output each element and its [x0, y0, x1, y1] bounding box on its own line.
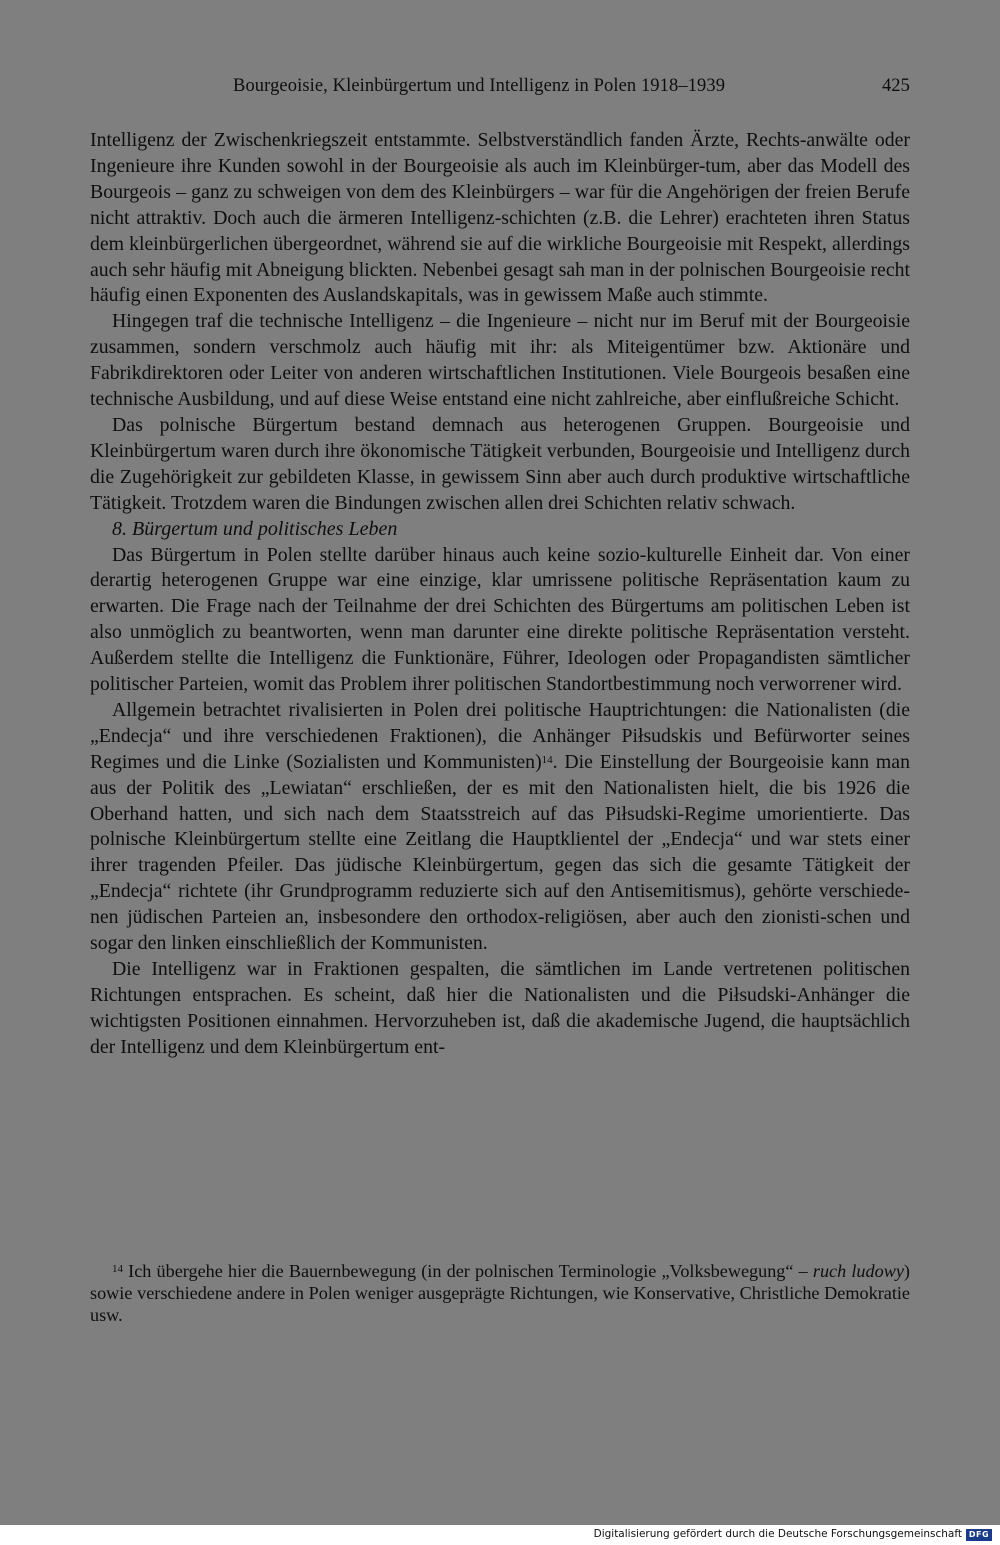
- paragraph-2: Hingegen traf die technische Intelligenz – die Ingenieure – nicht nur im Beruf mit der Bourgeoisie zusammen, sondern verschmolz auch häufig mit ihr: als Miteigentümer bzw. Aktionäre und Fabrikdirektoren oder Leiter von anderen wirtschaftlichen Institutionen. Viele Bourgeois besaßen eine technische Ausbildung, und auf diese Weise entstand eine nicht zahlreiche, aber einflußreiche Schicht.: [90, 310, 910, 411]
- paragraph-5: [90, 698, 910, 957]
- paragraph-1: Intelligenz der Zwischenkriegszeit entstammte. Selbstverständlich fanden Ärzte, Rechts-anwälte oder Ingenieure ihre Kunden sowohl in der Bourgeoisie als auch im Kleinbürger-tum, aber das Modell des Bourgeois – ganz zu schweigen von dem des Kleinbürgers – war für die Angehörigen der freien Berufe nicht attraktiv. Doch auch die ärmeren Intelligenz-schichten (z.B. die Lehrer) erachteten ihren Status dem kleinbürgerlichen übergeordnet, während sie auf die wirkliche Bourgeoisie mit Respekt, allerdings auch sehr häufig mit Abneigung blickten. Nebenbei gesagt sah man in der polnischen Bourgeoisie recht häufig einen Exponenten des Auslandskapitals, was in gewissem Maße auch stimmte.: [90, 129, 910, 307]
- paragraph-3: Das polnische Bürgertum bestand demnach aus heterogenen Gruppen. Bourgeoisie und Kleinbürgertum waren durch ihre ökonomische Tätigkeit verbunden, Bourgeoisie und Intelligenz durch die Zugehörigkeit zur gebildeten Klasse, in gewissem Sinn aber auch durch produktive wirtschaftliche Tätigkeit. Trotzdem waren die Bindungen zwischen allen drei Schichten relativ schwach.: [90, 413, 910, 514]
- dfg-logo: DFG: [966, 1529, 992, 1541]
- running-head: [90, 76, 910, 100]
- paragraph-5-part-a: Allgemein betrachtet rivalisierten in Polen drei politische Hauptrichtungen: die Nationalisten (die „Endecja“ und ihre verschiedenen Fraktionen), die Anhänger Piłsudskis und Befürworter seines Regimes und die Linke (Sozialisten und Kommunisten): [90, 698, 910, 773]
- paragraph-6: Die Intelligenz war in Fraktionen gespalten, die sämtlichen im Lande vertretenen politischen Richtungen entsprachen. Es scheint, daß hier die Nationalisten und die Piłsudski-Anhänger die wichtigsten Positionen einnahmen. Hervorzuheben ist, daß die akademische Jugend, die hauptsächlich der Intelligenz und dem Kleinbürgertum ent-: [90, 958, 910, 1058]
- digitization-bar: [0, 1525, 1000, 1545]
- section-heading: 8. Bürgertum und politisches Leben: [112, 517, 398, 540]
- page-number: 425: [881, 76, 910, 96]
- paragraph-5-part-b: . Die Einstellung der Bourgeoisie kann man aus der Politik des „Lewiatan“ erschließen, der es mit den Nationalisten hielt, die bis 1926 die Oberhand hatten, und sich nach dem Staatsstreich auf das Piłsudski-Regime umorientierte. Das polnische Kleinbürgertum stellte eine Zeitlang die Hauptklientel der „Endecja“ und war stets einer ihrer tragenden Pfeiler. Das jüdische Kleinbürgertum, gegen das sich die gesamte Tätigkeit der „Endecja“ richtete (ihr Grundprogramm reduzierte sich auf den Antisemitismus), gehörte verschiede-nen jüdischen Parteien an, insbesondere den orthodox-religiösen, aber auch den zionisti-schen und sogar den linken einschließlich der Kommunisten.: [90, 750, 910, 955]
- footnote-reference-14: 14: [541, 753, 553, 766]
- footnote-text-a: Ich übergehe hier die Bauernbewegung (in der polnischen Terminologie „Volksbewegung“ –: [123, 1261, 813, 1281]
- footnote-text-italic: ruch ludowy: [812, 1261, 904, 1281]
- footnote-number: 14: [112, 1263, 123, 1275]
- paragraph-4: Das Bürgertum in Polen stellte darüber hinaus auch keine sozio-kulturelle Einheit dar. Von einer derartig heterogenen Gruppe war eine einzige, klar umrissene politische Repräsentation kaum zu erwarten. Die Frage nach der Teilnahme der drei Schichten des Bürgertums am politischen Leben ist also unmöglich zu beantworten, wenn man darunter eine direkte politische Repräsentation versteht. Außerdem stellte die Intelligenz die Funktionäre, Führer, Ideologen oder Propagandisten sämtlicher politischer Parteien, womit das Problem ihrer politischen Standortbestimmung noch verworrener wird.: [90, 543, 910, 696]
- running-title: Bourgeoisie, Kleinbürgertum und Intelligenz in Polen 1918–1939: [233, 76, 726, 96]
- footnote: [90, 1260, 910, 1326]
- footnote-text-b: ) sowie verschiedene andere in Polen weniger ausgeprägte Richtungen, wie Konservative, Christliche Demokratie usw.: [90, 1261, 910, 1325]
- body-text: [90, 128, 910, 1061]
- digitization-credit: Digitalisierung gefördert durch die Deutsche Forschungsgemeinschaft: [593, 1528, 962, 1540]
